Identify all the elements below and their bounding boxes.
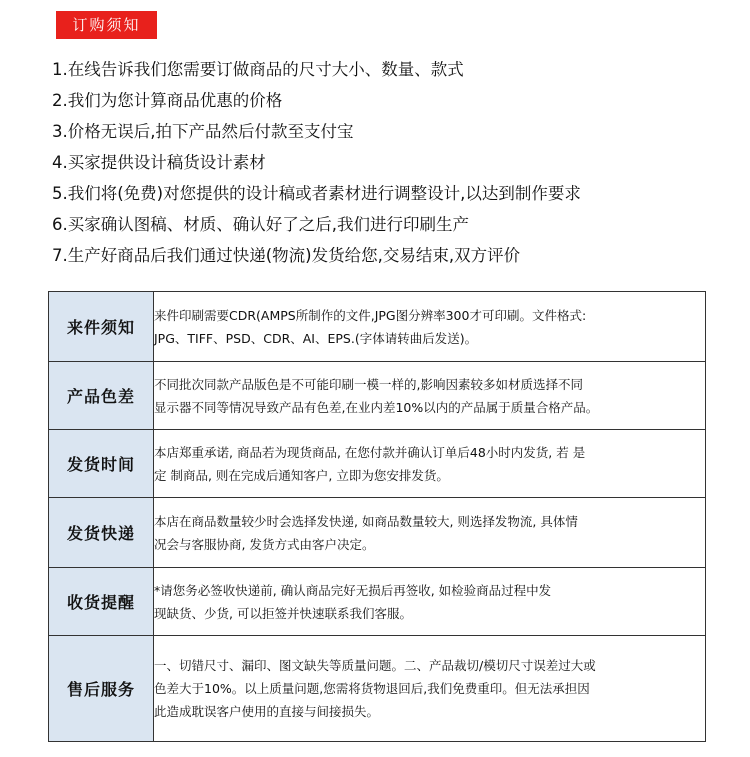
order-step: 3.价格无误后,拍下产品然后付款至支付宝 <box>52 122 354 141</box>
table-row <box>49 292 706 362</box>
table-row <box>49 362 706 430</box>
row-content-color-difference <box>154 362 706 430</box>
row-text-line: 本店郑重承诺, 商品若为现货商品, 在您付款并确认订单后48小时内发货, 若 是 <box>154 444 586 460</box>
notice-title-badge: 订购须知 <box>56 11 157 39</box>
row-text-line: *请您务必签收快递前, 确认商品完好无损后再签收, 如检验商品过程中发 <box>154 582 552 598</box>
table-row <box>49 636 706 742</box>
row-header-shipping-time: 发货时间 <box>49 430 154 498</box>
row-text-line: 色差大于10%。以上质量问题,您需将货物退回后,我们免费重印。但无法承担因 <box>154 681 590 696</box>
row-text-line: 一、切错尺寸、漏印、图文缺失等质量问题。二、产品裁切/模切尺寸误差过大或 <box>154 658 596 673</box>
row-content-shipping-time <box>154 430 706 498</box>
row-content-receipt-reminder <box>154 568 706 636</box>
order-step: 1.在线告诉我们您需要订做商品的尺寸大小、数量、款式 <box>52 60 464 79</box>
order-step: 5.我们将(免费)对您提供的设计稿或者素材进行调整设计,以达到制作要求 <box>52 184 581 203</box>
row-text-line: 定 制商品, 则在完成后通知客户, 立即为您安排发货。 <box>154 467 449 483</box>
table-row <box>49 568 706 636</box>
row-text-line: JPG、TIFF、PSD、CDR、AI、EPS.(字体请转曲后发送)。 <box>154 330 478 346</box>
order-step: 7.生产好商品后我们通过快递(物流)发货给您,交易结束,双方评价 <box>52 246 521 265</box>
table-row <box>49 498 706 568</box>
row-text-line: 况会与客服协商, 发货方式由客户决定。 <box>154 536 375 552</box>
row-content-incoming-files <box>154 292 706 362</box>
order-step: 2.我们为您计算商品优惠的价格 <box>52 91 283 110</box>
order-steps-list <box>52 54 581 271</box>
row-text-line: 不同批次同款产品版色是不可能印刷一模一样的,影响因素较多如材质选择不同 <box>154 376 583 392</box>
row-text-line: 本店在商品数量较少时会选择发快递, 如商品数量较大, 则选择发物流, 具体情 <box>154 513 578 529</box>
table-row <box>49 430 706 498</box>
row-header-incoming-files: 来件须知 <box>49 292 154 362</box>
row-header-shipping-courier: 发货快递 <box>49 498 154 568</box>
row-text-line: 显示器不同等情况导致产品有色差,在业内差10%以内的产品属于质量合格产品。 <box>154 399 599 415</box>
row-content-after-sales <box>154 636 706 742</box>
row-header-color-difference: 产品色差 <box>49 362 154 430</box>
row-text-line: 此造成耽误客户使用的直接与间接损失。 <box>154 704 380 719</box>
notice-info-table <box>48 291 706 742</box>
row-content-shipping-courier <box>154 498 706 568</box>
order-step: 4.买家提供设计稿货设计素材 <box>52 153 266 172</box>
order-step: 6.买家确认图稿、材质、确认好了之后,我们进行印刷生产 <box>52 215 469 234</box>
row-header-receipt-reminder: 收货提醒 <box>49 568 154 636</box>
row-header-after-sales: 售后服务 <box>49 636 154 742</box>
row-text-line: 来件印刷需要CDR(AMPS所制作的文件,JPG图分辨率300才可印刷。文件格式: <box>154 307 587 323</box>
row-text-line: 现缺货、少货, 可以拒签并快速联系我们客服。 <box>154 605 412 621</box>
